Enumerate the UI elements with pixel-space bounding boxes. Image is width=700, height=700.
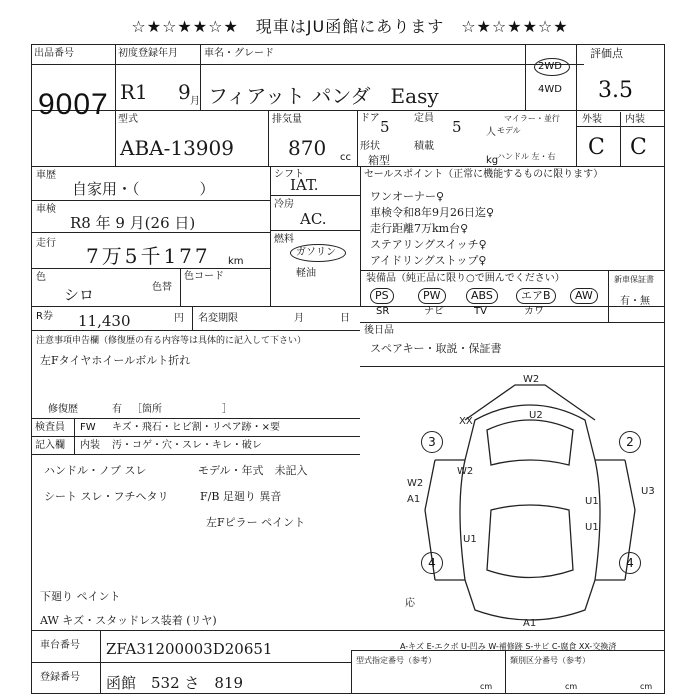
recycle-label: R券 xyxy=(36,311,53,322)
cc-unit: cc xyxy=(340,152,351,163)
recycle-value: 11,430 xyxy=(78,312,131,330)
chassis-label: 車台番号 xyxy=(40,640,80,651)
shape-label: 形状 xyxy=(360,141,380,152)
banner: ☆★☆★★☆★ 現車はJU函館にあります ☆★☆★★☆★ xyxy=(131,17,569,36)
cm-unit-2: cm xyxy=(565,682,578,691)
post-value: スペアキー・取説・保証書 xyxy=(370,342,502,355)
note-line: シート スレ・フチヘタリ xyxy=(44,490,169,503)
sales-line: ワンオーナー♀ xyxy=(370,190,445,203)
shift-label: シフト xyxy=(274,169,304,180)
fuel-alt: 軽油 xyxy=(296,268,316,279)
post-label: 後日品 xyxy=(364,325,394,336)
lot-label: 出品番号 xyxy=(34,48,74,59)
note-line: ハンドル・ノブ スレ xyxy=(44,464,147,477)
class-number-label: 類別区分番号（参考） xyxy=(510,656,590,665)
first-reg-era: R1 xyxy=(120,80,148,104)
sales-line: 走行距離7万km台♀ xyxy=(370,222,469,235)
equip-abs: ABS xyxy=(466,288,498,304)
cm-unit-3: cm xyxy=(640,682,653,691)
equip-tv: TV xyxy=(474,306,487,317)
mile-small: マイラー・並行 xyxy=(504,114,560,123)
spare-label: 応 xyxy=(405,598,415,609)
shift-value: IAT. xyxy=(290,176,319,194)
ac-value: AC. xyxy=(300,210,327,228)
note-line: 下廻り ペイント xyxy=(40,590,121,603)
handle-small: ハンドル 左・右 xyxy=(497,152,556,161)
carname-value: フィアット パンダ Easy xyxy=(208,84,439,108)
inspector-label-2: 記入欄 xyxy=(35,440,65,451)
note-line: 左Fピラー ペイント xyxy=(206,516,306,529)
score-label: 評価点 xyxy=(590,47,623,60)
w2-side-label: W2 xyxy=(457,466,474,477)
lot-number: 9007 xyxy=(38,88,109,121)
sales-label: セールスポイント（正常に機能するものに限ります） xyxy=(364,169,604,180)
history-value: 自家用・（ ） xyxy=(72,180,215,198)
repair-place: ［箇所 ］ xyxy=(132,404,232,415)
model-small: モデル xyxy=(497,126,521,135)
u1-a-label: U1 xyxy=(585,496,599,507)
seats-value: 5 xyxy=(452,118,462,136)
history-label: 車歴 xyxy=(36,170,56,181)
color-value: シロ xyxy=(64,286,95,304)
u1-c-label: U1 xyxy=(463,534,477,545)
u3-label: U3 xyxy=(641,486,655,497)
int-value: C xyxy=(630,135,647,160)
inspector-row-2: 汚・コゲ・穴・スレ・キレ・破レ xyxy=(112,440,262,451)
inspector-interior: 内装 xyxy=(80,440,100,451)
inspection-value: R8 年 9 月(26 日) xyxy=(70,214,196,232)
inspector-row-1: キズ・飛石・ヒビ割・リペア跡・×要 xyxy=(112,422,280,433)
seats-label: 定員 xyxy=(414,113,434,124)
ac-label: 冷房 xyxy=(274,199,294,210)
drive-4wd: 4WD xyxy=(538,84,562,95)
damage-legend: A-キズ E-エクボ U-凹み W-補修跡 S-サビ C-腐食 XX-交換済 xyxy=(400,642,617,651)
shape-value: 箱型 xyxy=(368,154,390,167)
note-line: モデル・年式 未記入 xyxy=(198,464,308,477)
ext-value: C xyxy=(588,135,605,160)
warranty-value: 有・無 xyxy=(620,296,650,307)
equip-ps: PS xyxy=(370,288,394,304)
registration-value: 函館 532 さ 819 xyxy=(106,674,244,692)
w2-top-label: W2 xyxy=(523,374,540,385)
u2-hood-label: U2 xyxy=(529,410,543,421)
inspector-fw: FW xyxy=(80,422,96,433)
recycle-yen: 円 xyxy=(174,313,184,324)
equip-sr: SR xyxy=(376,306,390,317)
warranty-label: 新車保証書 xyxy=(614,275,654,284)
color-code-label: 色コード xyxy=(184,271,224,282)
carname-label: 車名・グレード xyxy=(204,48,274,59)
mileage-label: 走行 xyxy=(36,238,56,249)
registration-label: 登録番号 xyxy=(40,672,80,683)
cm-unit-1: cm xyxy=(480,682,493,691)
kg-unit: kg xyxy=(486,155,499,166)
equip-pw: PW xyxy=(418,288,446,304)
inspector-label: 検査員 xyxy=(35,422,65,433)
fuel-value: ガソリン xyxy=(296,247,336,258)
u1-b-label: U1 xyxy=(585,522,599,533)
wheel-rear-right: 4 xyxy=(619,552,641,574)
damage-diagram xyxy=(395,370,665,640)
int-label: 内装 xyxy=(625,114,645,125)
fuel-label: 燃料 xyxy=(274,234,294,245)
score-value: 3.5 xyxy=(598,78,633,103)
km-unit: km xyxy=(228,256,244,267)
equip-leather: カワ xyxy=(524,306,544,317)
repair-label: 修復歴 xyxy=(48,404,78,415)
door-value: 5 xyxy=(380,118,390,136)
equip-airbag: エアB xyxy=(516,288,556,304)
equip-navi: ナビ xyxy=(424,306,444,317)
chassis-value: ZFA31200003D20651 xyxy=(106,640,273,658)
note-line: AW キズ・スタッドレス装着 (リヤ) xyxy=(40,614,217,627)
equip-aw: AW xyxy=(570,288,598,304)
expiry-label: 名変期限 xyxy=(198,313,238,324)
a1-left-label: A1 xyxy=(407,494,421,505)
month-unit: 月 xyxy=(190,96,200,107)
expiry-month: 月 xyxy=(294,313,304,324)
wheel-rear-left: 4 xyxy=(421,552,443,574)
sales-line: ステアリングスイッチ♀ xyxy=(370,238,487,251)
wheel-front-right: 2 xyxy=(619,431,641,453)
drive-2wd: 2WD xyxy=(538,61,562,72)
repair-value: 有 xyxy=(112,404,122,415)
sales-line: 車検令和8年9月26日迄♀ xyxy=(370,206,495,219)
notes-label: 注意事項申告欄（修復歴の有る内容等は具体的に記入して下さい） xyxy=(36,336,307,346)
displacement-value: 870 xyxy=(288,136,327,160)
color-change-label: 色替 xyxy=(152,282,172,293)
color-label: 色 xyxy=(36,272,46,283)
model-number-label: 型式指定番号（参考） xyxy=(356,656,436,665)
first-reg-label: 初度登録年月 xyxy=(118,48,178,59)
first-reg-month: 9 xyxy=(178,80,191,104)
mileage-value: 7万5千177 xyxy=(86,244,211,268)
load-label: 積載 xyxy=(414,141,434,152)
xx-label: XX xyxy=(459,416,473,427)
model-label: 型式 xyxy=(118,114,138,125)
inspection-label: 車検 xyxy=(36,204,56,215)
ext-label: 外装 xyxy=(582,114,602,125)
seats-unit: 人 xyxy=(486,127,496,138)
note-line: F/B 足廻り 異音 xyxy=(200,490,282,503)
a1-bottom-label: A1 xyxy=(523,618,537,629)
model-value: ABA-13909 xyxy=(120,136,234,160)
door-label: ドア xyxy=(360,113,380,124)
wheel-front-left: 3 xyxy=(421,431,443,453)
expiry-day: 日 xyxy=(340,313,350,324)
equipment-label: 装備品（純正品に限り○で囲んでください） xyxy=(366,273,565,284)
sales-line: アイドリングストップ♀ xyxy=(370,254,487,267)
w2-door-label: W2 xyxy=(407,478,424,489)
notes-value: 左Fタイヤホイールボルト折れ xyxy=(40,354,191,367)
displacement-label: 排気量 xyxy=(272,114,302,125)
